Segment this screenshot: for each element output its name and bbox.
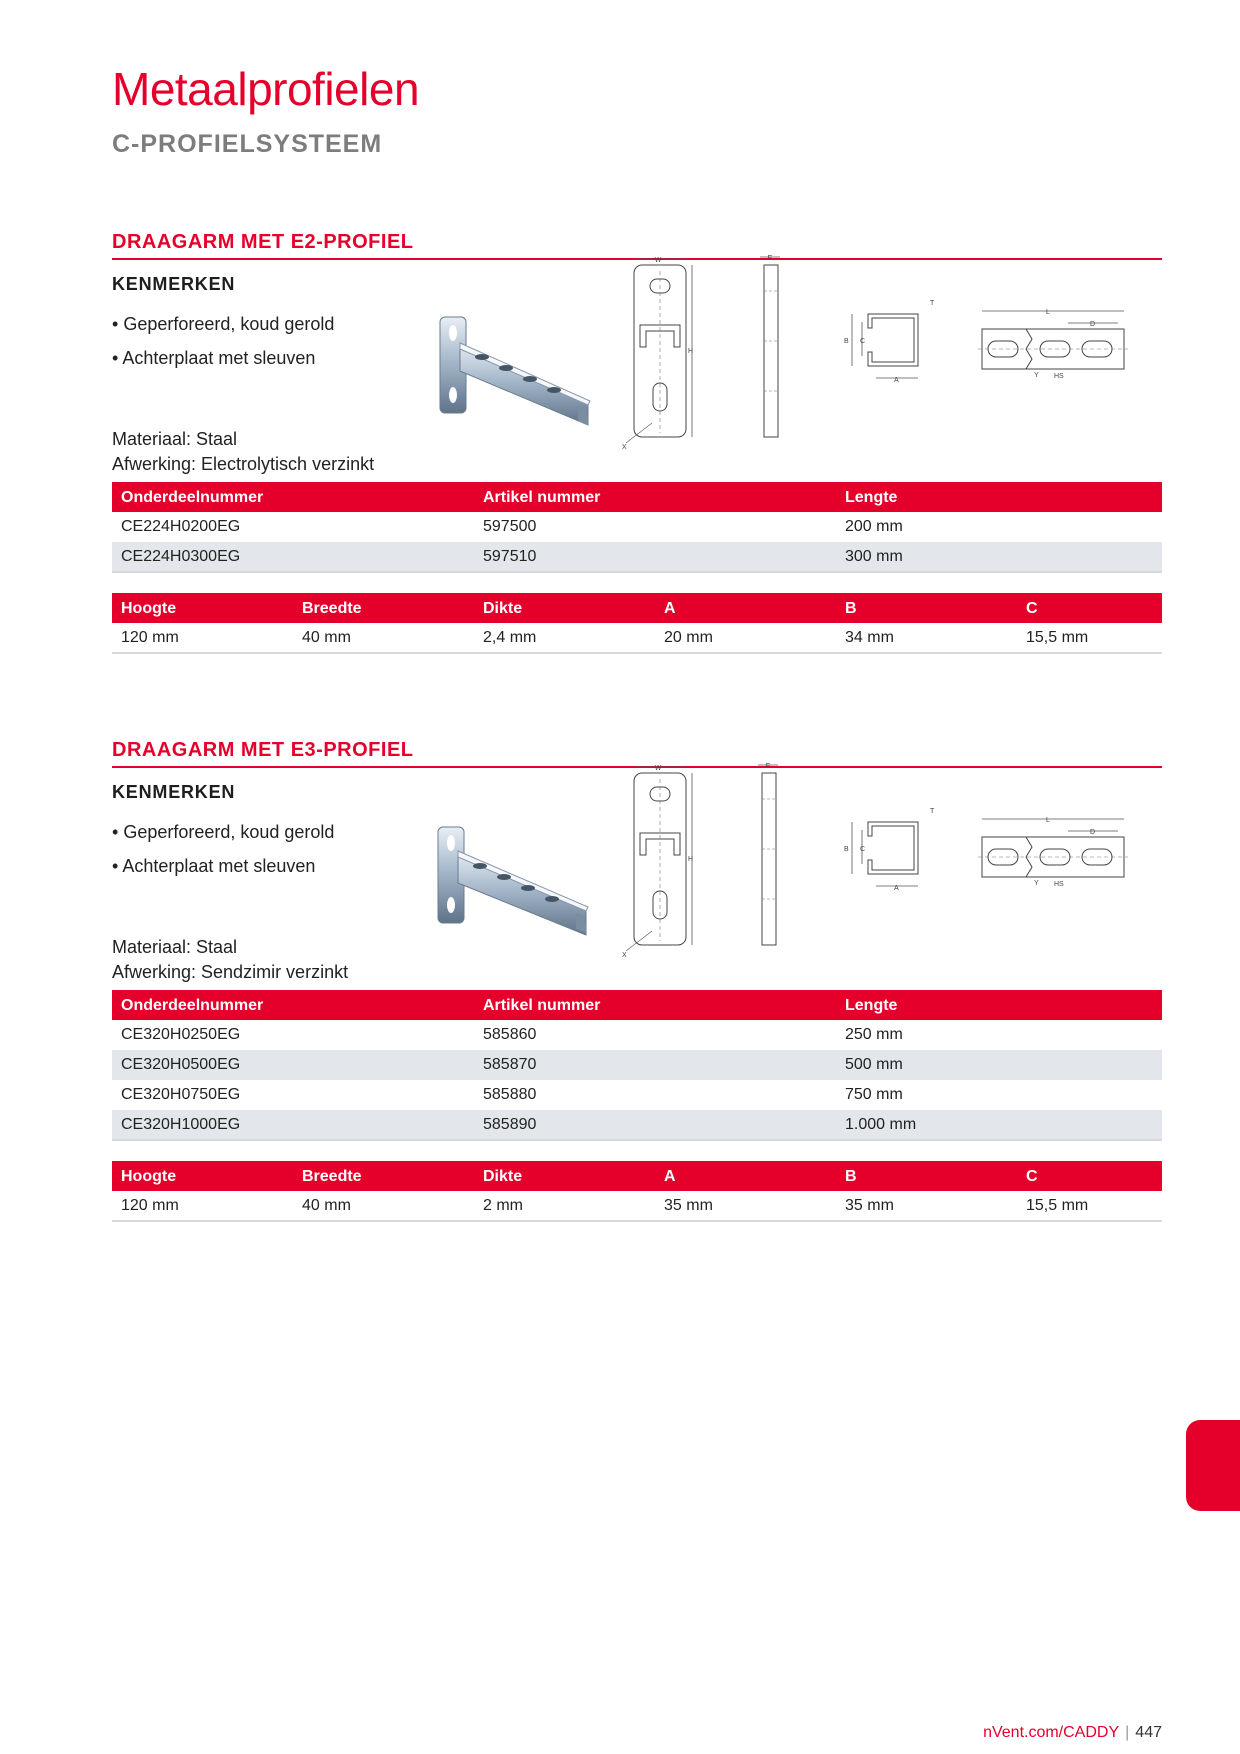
part-number: CE224H0200EG [121,518,241,535]
page-subtitle: C-PROFIELSYSTEEM [112,130,383,158]
column-header: A [655,1161,836,1191]
svg-text:E: E [767,255,773,262]
table-row [112,1020,1162,1050]
page-footer [983,1724,1162,1742]
section-heading: DRAAGARM MET E2-PROFIEL [112,231,1162,260]
bracket-photo [428,823,598,938]
slotted-profile-drawing [978,303,1138,383]
c-profile-section-drawing [838,804,938,899]
column-header: Artikel nummer [474,990,836,1020]
b-value: 35 mm [836,1191,1017,1221]
features-title: KENMERKEN [112,782,236,802]
table-row [112,623,1162,653]
material-info [112,427,374,477]
column-header: Breedte [293,593,474,623]
back-plate-drawing [622,251,702,451]
a-value: 35 mm [655,1191,836,1221]
length: 300 mm [836,542,1162,572]
table-row [112,1080,1162,1110]
length: 1.000 mm [836,1110,1162,1140]
a-value: 20 mm [655,623,836,653]
thickness-value: 2,4 mm [474,623,655,653]
width-value: 40 mm [293,1191,474,1221]
svg-text:X: X [622,444,627,451]
svg-text:C: C [860,846,866,853]
material-info [112,935,348,985]
features-title: KENMERKEN [112,274,236,294]
material-text: Materiaal: Staal [112,937,238,957]
article-number: 585880 [483,1086,537,1103]
length: 250 mm [845,1026,903,1043]
c-profile-section-drawing [838,296,938,391]
part-number: CE320H0250EG [121,1026,241,1043]
svg-text:B: B [844,846,849,853]
c-value: 15,5 mm [1017,1191,1162,1221]
chapter-tab[interactable] [1186,1420,1240,1511]
part-number: CE320H0500EG [112,1050,474,1080]
article-number: 585870 [474,1050,836,1080]
column-header: B [836,1161,1017,1191]
svg-text:D: D [1090,321,1096,328]
svg-text:A: A [894,885,899,892]
column-header: C [1017,593,1162,623]
part-number: CE320H0750EG [121,1086,241,1103]
article-number: 597510 [474,542,836,572]
feature-item: • Geperforeerd, koud gerold [112,307,1162,341]
dimensions-table [112,1161,1162,1222]
bracket-photo [430,313,600,428]
svg-text:H: H [688,348,694,355]
table-row [112,542,1162,572]
section-e3-profile [112,739,1162,1279]
column-header: Dikte [474,593,655,623]
svg-text:W: W [654,257,662,264]
back-plate-side-drawing [752,251,792,451]
svg-text:E: E [765,763,771,770]
part-number: CE224H0300EG [112,542,474,572]
column-header: Lengte [836,482,1162,512]
slotted-profile-drawing [978,811,1138,891]
column-header: C [1017,1161,1162,1191]
svg-text:W: W [654,765,662,772]
svg-text:X: X [622,952,627,959]
table-row [112,1191,1162,1221]
feature-item: • Geperforeerd, koud gerold [112,815,1162,849]
svg-text:Y: Y [1034,372,1039,379]
svg-text:A: A [894,377,899,384]
svg-text:L: L [1046,817,1050,824]
table-row [112,512,1162,542]
feature-item: • Achterplaat met sleuven [112,341,1162,375]
parts-table [112,482,1162,573]
length: 500 mm [836,1050,1162,1080]
finish-text: Afwerking: Sendzimir verzinkt [112,962,349,982]
back-plate-side-drawing [750,759,790,959]
svg-text:H: H [688,856,694,863]
table-row [112,1050,1162,1080]
svg-text:D: D [1090,829,1096,836]
column-header: Lengte [836,990,1162,1020]
column-header: A [655,593,836,623]
height-value: 120 mm [112,1191,293,1221]
length: 750 mm [845,1086,903,1103]
width-value: 40 mm [293,623,474,653]
page-number: 447 [1135,1724,1162,1741]
c-value: 15,5 mm [1017,623,1162,653]
column-header: Breedte [293,1161,474,1191]
parts-table [112,990,1162,1141]
column-header: Dikte [474,1161,655,1191]
column-header: Artikel nummer [474,482,836,512]
length: 200 mm [845,518,903,535]
svg-text:T: T [930,808,935,815]
svg-text:C: C [860,338,866,345]
height-value: 120 mm [112,623,293,653]
column-header: B [836,593,1017,623]
article-number: 597500 [483,518,537,535]
b-value: 34 mm [836,623,1017,653]
dimensions-table [112,593,1162,654]
article-number: 585860 [483,1026,537,1043]
table-row [112,1110,1162,1140]
material-text: Materiaal: Staal [112,429,238,449]
svg-text:Y: Y [1034,880,1039,887]
column-header: Onderdeelnummer [112,482,474,512]
svg-text:L: L [1046,309,1050,316]
footer-link[interactable]: nVent.com/CADDY [983,1724,1120,1741]
column-header: Hoogte [112,1161,293,1191]
article-number: 585890 [474,1110,836,1140]
finish-text: Afwerking: Electrolytisch verzinkt [112,454,375,474]
thickness-value: 2 mm [474,1191,655,1221]
column-header: Hoogte [112,593,293,623]
svg-text:HS: HS [1054,881,1064,888]
feature-item: • Achterplaat met sleuven [112,849,1162,883]
footer-separator: | [1125,1724,1130,1741]
svg-text:HS: HS [1054,373,1064,380]
section-heading: DRAAGARM MET E3-PROFIEL [112,739,1162,768]
svg-text:T: T [930,300,935,307]
svg-text:B: B [844,338,849,345]
back-plate-drawing [622,759,702,959]
column-header: Onderdeelnummer [112,990,474,1020]
part-number: CE320H1000EG [112,1110,474,1140]
section-e2-profile [112,231,1162,711]
page-title: Metaalprofielen [112,63,420,115]
